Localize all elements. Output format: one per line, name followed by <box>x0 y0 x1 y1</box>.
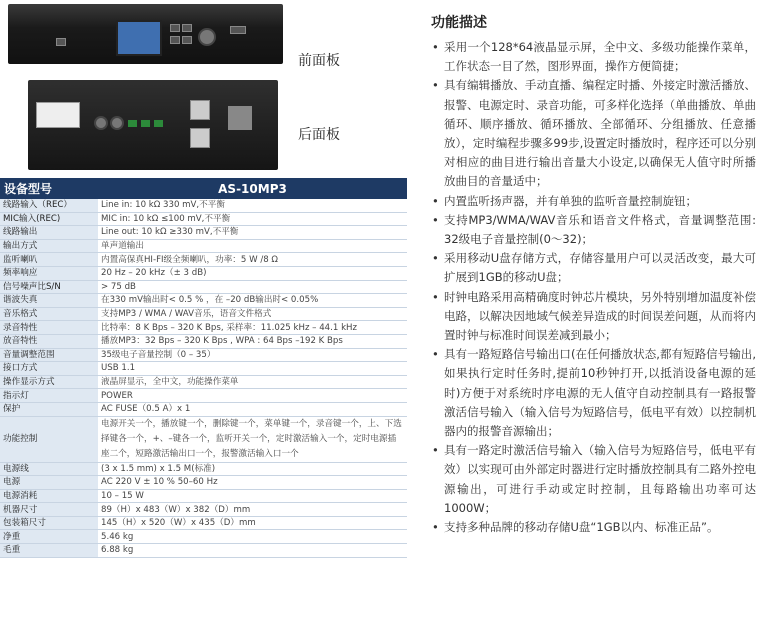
table-row <box>0 266 407 280</box>
usb-port <box>230 26 246 34</box>
spec-key: 功能控制 <box>0 416 98 462</box>
model-header-value: AS-10MP3 <box>98 178 407 199</box>
panel-button <box>182 24 192 32</box>
features-list <box>430 38 756 537</box>
spec-value: POWER <box>98 389 407 403</box>
power-socket <box>190 128 210 148</box>
spec-value: MIC in: 10 kΩ ≤100 mV,不平衡 <box>98 212 407 226</box>
ac-inlet <box>228 106 252 130</box>
spec-key: 录音特性 <box>0 321 98 335</box>
spec-value: AC 220 V ± 10 % 50–60 Hz <box>98 476 407 490</box>
list-item: • 内置监听扬声器，并有单独的监听音量控制旋钮； <box>430 192 756 211</box>
spec-key: 接口方式 <box>0 362 98 376</box>
table-row <box>0 402 407 416</box>
list-item: • 具有一路定时激活信号输入（输入信号为短路信号，低电平有效）以实现可由外部定时器进行定时播放控制具有二路外控电源输出，可进行手动或定时控制，且每路输出功率可达1000W； <box>430 441 756 518</box>
spec-value: 播放MP3：32 Bps – 320 K Bps , WPA : 64 Bps –192 K Bps <box>98 334 407 348</box>
terminal-block <box>128 120 137 127</box>
spec-key: 电源线 <box>0 462 98 476</box>
features-title: 功能描述 <box>431 15 487 31</box>
spec-value: USB 1.1 <box>98 362 407 376</box>
spec-value: 10 – 15 W <box>98 489 407 503</box>
spec-key: 线路输出 <box>0 226 98 240</box>
spec-value: 20 Hz – 20 kHz（± 3 dB) <box>98 266 407 280</box>
list-item: • 具有一路短路信号输出口(在任何播放状态,都有短路信号输出,如果执行定时任务时,提前10秒钟打开,以抵消设备电源的延时)方便于对系统时序电源的无人值守自动控制具有一路报警激活信号输入（输入信号为短路信号，低电平有效）以控制机器内的报警音源输出； <box>430 345 756 441</box>
spec-value: 在330 mV输出时< 0.5 % ，在 –20 dB输出时< 0.05% <box>98 294 407 308</box>
terminal-block <box>141 120 150 127</box>
model-header-key: 设备型号 <box>0 178 98 199</box>
spec-key: 放音特性 <box>0 334 98 348</box>
list-item: • 具有编辑播放、手动直播、编程定时播、外接定时激活播放、报警、电源定时、录音功能，可多样化选择（单曲播放、单曲循环、顺序播放、循环播放、全部循环、分组播放、任意播放），定时编程步骤多99步,设置定时播放时，程序还可以分别对相应的曲目进行输出音量大小设定,以确保无人值守时所播放曲目的音量适中； <box>430 76 756 191</box>
table-row <box>0 462 407 476</box>
spec-value: 35级电子音量控制（0 – 35） <box>98 348 407 362</box>
spec-key: 监听喇叭 <box>0 253 98 267</box>
panel-button <box>182 36 192 44</box>
table-row <box>0 239 407 253</box>
list-item: • 支持MP3/WMA/WAV音乐和语音文件格式，音量调整范围: 32级电子音量控制(0～32)； <box>430 211 756 249</box>
power-switch <box>56 38 66 46</box>
panel-button <box>170 36 180 44</box>
spec-table-header <box>0 178 407 199</box>
spec-key: 输出方式 <box>0 239 98 253</box>
volume-knob <box>198 28 216 46</box>
table-row <box>0 212 407 226</box>
spec-value: 内置高保真HI-FI级全频喇叭，功率：5 W /8 Ω <box>98 253 407 267</box>
spec-value: Line in: 10 kΩ 330 mV,不平衡 <box>98 199 407 212</box>
spec-value: 89（H）x 483（W）x 382（D）mm <box>98 503 407 517</box>
spec-table <box>0 178 407 558</box>
table-row <box>0 280 407 294</box>
table-row <box>0 503 407 517</box>
spec-key: 包装箱尺寸 <box>0 516 98 530</box>
list-item: • 采用一个128*64液晶显示屏，全中文、多级功能操作菜单，工作状态一目了然，图形界面，操作方便简捷； <box>430 38 756 76</box>
spec-value: 支持MP3 / WMA / WAV音乐，语音文件格式 <box>98 307 407 321</box>
table-row <box>0 544 407 558</box>
power-socket <box>190 100 210 120</box>
spec-key: 频率响应 <box>0 266 98 280</box>
table-row <box>0 476 407 490</box>
table-row <box>0 348 407 362</box>
table-row <box>0 321 407 335</box>
table-row <box>0 226 407 240</box>
spec-key: MIC输入(REC) <box>0 212 98 226</box>
spec-key: 毛重 <box>0 544 98 558</box>
table-row <box>0 530 407 544</box>
spec-key: 净重 <box>0 530 98 544</box>
spec-key: 电源 <box>0 476 98 490</box>
spec-value: 6.88 kg <box>98 544 407 558</box>
spec-key: 音乐格式 <box>0 307 98 321</box>
table-row <box>0 389 407 403</box>
table-row <box>0 375 407 389</box>
table-row <box>0 416 407 462</box>
spec-key: 保护 <box>0 402 98 416</box>
spec-value: 电源开关一个，播放键一个，删除键一个，菜单键一个，录音键一个，上、下选择键各一个，+、–键各一个，监听开关一个，定时激活输入一个，定时电源插座二个，短路激活输出口一个，报警激活输入口一个 <box>98 416 407 462</box>
list-item: • 采用移动U盘存储方式，存储容量用户可以灵活改变，最大可扩展到1GB的移动U盘； <box>430 249 756 287</box>
spec-value: 比特率：8 K Bps – 320 K Bps, 采样率：11.025 kHz – 44.1 kHz <box>98 321 407 335</box>
front-panel-caption: 前面板 <box>298 53 340 69</box>
table-row <box>0 294 407 308</box>
table-row <box>0 334 407 348</box>
rca-jack <box>94 116 108 130</box>
panel-button <box>170 24 180 32</box>
spec-value: Line out: 10 kΩ ≥330 mV,不平衡 <box>98 226 407 240</box>
spec-value: (3 x 1.5 mm) x 1.5 M(标准) <box>98 462 407 476</box>
spec-value: 单声道输出 <box>98 239 407 253</box>
spec-key: 机器尺寸 <box>0 503 98 517</box>
spec-key: 音量调整范围 <box>0 348 98 362</box>
table-row <box>0 362 407 376</box>
list-item: • 支持多种品牌的移动存储U盘“1GB以内、标准正品”。 <box>430 518 756 537</box>
spec-key: 谐波失真 <box>0 294 98 308</box>
front-panel-image <box>8 4 283 64</box>
spec-key: 线路输入（REC） <box>0 199 98 212</box>
spec-value: 145（H）x 520（W）x 435（D）mm <box>98 516 407 530</box>
back-panel-caption: 后面板 <box>298 127 340 143</box>
spec-key: 操作显示方式 <box>0 375 98 389</box>
terminal-block <box>154 120 163 127</box>
rca-jack <box>110 116 124 130</box>
table-row <box>0 516 407 530</box>
lcd-screen <box>116 20 162 56</box>
back-panel-image <box>28 80 278 170</box>
warning-label <box>36 102 80 128</box>
list-item: • 时钟电路采用高精确度时钟芯片模块，另外特别增加温度补偿电路，以解决因地域气候差异造成的时间误差问题，从而将内置时钟与标准时间误差减到最小； <box>430 288 756 346</box>
spec-key: 指示灯 <box>0 389 98 403</box>
spec-key: 信号噪声比S/N <box>0 280 98 294</box>
spec-value: AC FUSE（0.5 A）x 1 <box>98 402 407 416</box>
table-row <box>0 307 407 321</box>
table-row <box>0 199 407 212</box>
spec-value: 5.46 kg <box>98 530 407 544</box>
table-row <box>0 489 407 503</box>
spec-value: 液晶屏显示，全中文，功能操作菜单 <box>98 375 407 389</box>
spec-value: > 75 dB <box>98 280 407 294</box>
spec-key: 电源消耗 <box>0 489 98 503</box>
table-row <box>0 253 407 267</box>
